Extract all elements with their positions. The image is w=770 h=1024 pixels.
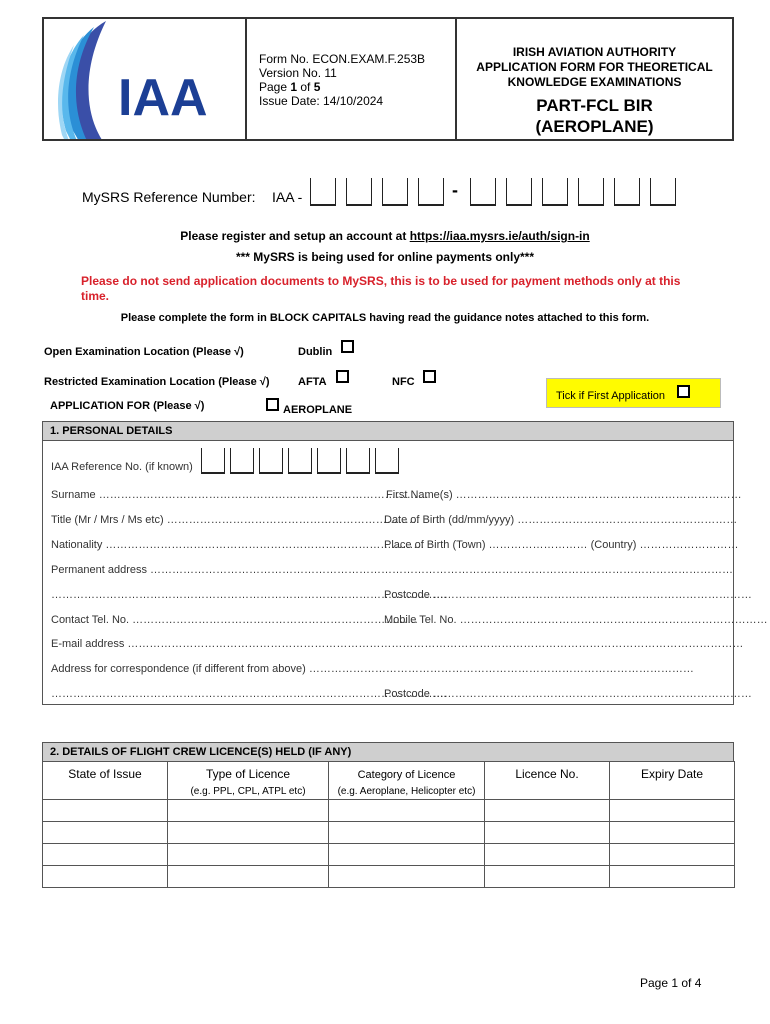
nfc-checkbox[interactable] bbox=[423, 370, 436, 383]
mysrs-digit-box[interactable] bbox=[506, 178, 532, 206]
aeroplane-checkbox[interactable] bbox=[266, 398, 279, 411]
mysrs-prefix: IAA - bbox=[272, 189, 303, 205]
col-state-of-issue-label: State of Issue bbox=[68, 767, 142, 781]
col-state-of-issue bbox=[43, 762, 168, 800]
first-application-checkbox[interactable] bbox=[677, 385, 690, 398]
nfc-label: NFC bbox=[392, 376, 415, 388]
col-category bbox=[329, 762, 485, 800]
table-cell[interactable] bbox=[485, 822, 610, 844]
table-cell[interactable] bbox=[43, 800, 168, 822]
warning-line-2: time. bbox=[81, 289, 110, 303]
afta-checkbox[interactable] bbox=[336, 370, 349, 383]
form-title bbox=[457, 19, 732, 139]
col-type-sublabel: (e.g. PPL, CPL, ATPL etc) bbox=[190, 786, 306, 797]
issue-date: Issue Date: 14/10/2024 bbox=[259, 94, 384, 108]
afta-label: AFTA bbox=[298, 376, 327, 388]
section-1-header: 1. PERSONAL DETAILS bbox=[43, 422, 733, 441]
form-header bbox=[42, 17, 734, 141]
version-number: Version No. 11 bbox=[259, 66, 337, 80]
page-footer: Page 1 of 4 bbox=[640, 976, 702, 990]
col-expiry-label: Expiry Date bbox=[640, 767, 704, 781]
open-location-label: Open Examination Location (Please √) bbox=[44, 346, 244, 358]
page-prefix: Page bbox=[259, 80, 291, 94]
mysrs-dash: - bbox=[452, 180, 458, 200]
table-cell[interactable] bbox=[168, 844, 329, 866]
register-text: Please register and setup an account at bbox=[180, 229, 410, 243]
dublin-checkbox[interactable] bbox=[341, 340, 354, 353]
col-type-label: Type of Licence bbox=[205, 767, 291, 781]
col-category-label: Category of Licence bbox=[357, 769, 456, 781]
iaa-logo bbox=[44, 19, 247, 139]
address-continuation-field[interactable]: ……………………………………………………………………………………………… bbox=[51, 589, 447, 601]
dublin-label: Dublin bbox=[298, 346, 333, 358]
mysrs-digit-box[interactable] bbox=[310, 178, 336, 206]
postcode-field[interactable]: Postcode …………………………………………………………………………… bbox=[384, 589, 752, 601]
block-capitals-notice: Please complete the form in BLOCK CAPITALS having read the guidance notes attached to this form. bbox=[120, 312, 650, 324]
table-cell[interactable] bbox=[168, 800, 329, 822]
form-metadata bbox=[247, 19, 457, 139]
nationality-field[interactable]: Nationality …………………………………………………………………………… bbox=[51, 539, 425, 551]
section-2-header: 2. DETAILS OF FLIGHT CREW LICENCE(S) HELD (IF ANY) bbox=[42, 742, 734, 761]
register-notice bbox=[0, 229, 770, 243]
form-number: Form No. ECON.EXAM.F.253B bbox=[259, 52, 426, 66]
table-cell[interactable] bbox=[485, 866, 610, 888]
table-cell[interactable] bbox=[610, 800, 735, 822]
table-row bbox=[43, 844, 735, 866]
correspondence-address-field[interactable]: Address for correspondence (if different from above) …………………………………………………………………………………………… bbox=[51, 663, 694, 675]
page-current: 1 bbox=[290, 80, 298, 94]
licence-table bbox=[42, 761, 735, 888]
logo-text: IAA bbox=[118, 69, 208, 127]
personal-details-section bbox=[42, 421, 768, 705]
licence-table-header bbox=[43, 762, 735, 800]
first-application-box bbox=[546, 378, 721, 408]
date-of-birth-field[interactable]: Date of Birth (dd/mm/yyyy) …………………………………………………… bbox=[384, 514, 738, 526]
col-licence-no bbox=[485, 762, 610, 800]
mysrs-digit-box[interactable] bbox=[470, 178, 496, 206]
title-line-2: APPLICATION FORM FOR THEORETICAL bbox=[476, 60, 713, 74]
table-cell[interactable] bbox=[610, 822, 735, 844]
restricted-location-label: Restricted Examination Location (Please √) bbox=[44, 376, 270, 388]
mysrs-label: MySRS Reference Number: bbox=[82, 189, 256, 205]
col-category-sublabel: (e.g. Aeroplane, Helicopter etc) bbox=[337, 786, 476, 797]
iaa-logo-graphic bbox=[44, 19, 247, 139]
application-for-label: APPLICATION FOR (Please √) bbox=[50, 400, 205, 412]
email-field[interactable]: E-mail address …………………………………………………………………………………………………………………………………………………… bbox=[51, 638, 744, 650]
mysrs-digit-box[interactable] bbox=[382, 178, 408, 206]
col-expiry-date bbox=[610, 762, 735, 800]
first-names-field[interactable]: First Name(s) …………………………………………………………………… bbox=[386, 489, 742, 501]
mysrs-digit-box[interactable] bbox=[542, 178, 568, 206]
title-line-3: KNOWLEDGE EXAMINATIONS bbox=[507, 75, 682, 89]
table-cell[interactable] bbox=[329, 844, 485, 866]
table-cell[interactable] bbox=[168, 866, 329, 888]
table-cell[interactable] bbox=[329, 800, 485, 822]
first-application-label: Tick if First Application bbox=[556, 390, 666, 402]
title-field[interactable]: Title (Mr / Mrs / Ms etc) …………………………………………………………… bbox=[51, 514, 420, 526]
permanent-address-field[interactable]: Permanent address …………………………………………………………………………………………………………………………………………… bbox=[51, 564, 734, 576]
table-cell[interactable] bbox=[43, 822, 168, 844]
title-main-1: PART-FCL BIR bbox=[536, 96, 653, 115]
table-cell[interactable] bbox=[485, 800, 610, 822]
mysrs-digit-box[interactable] bbox=[650, 178, 676, 206]
table-row bbox=[43, 822, 735, 844]
table-cell[interactable] bbox=[329, 866, 485, 888]
place-of-birth-field[interactable]: Place of Birth (Town) ……………………… (Country) ……………………… bbox=[384, 539, 739, 551]
iaa-ref-digit-box[interactable] bbox=[259, 448, 283, 474]
title-main-2: (AEROPLANE) bbox=[535, 117, 654, 136]
payments-notice: *** MySRS is being used for online payments only*** bbox=[235, 250, 535, 264]
table-cell[interactable] bbox=[485, 844, 610, 866]
table-cell[interactable] bbox=[168, 822, 329, 844]
iaa-ref-digit-box[interactable] bbox=[201, 448, 225, 474]
page-total: 5 bbox=[313, 80, 321, 94]
warning-line-1: Please do not send application documents to MySRS, this is to be used for payment methods only at this bbox=[81, 274, 681, 288]
table-cell[interactable] bbox=[329, 822, 485, 844]
mysrs-digit-box[interactable] bbox=[346, 178, 372, 206]
page-of: of bbox=[297, 80, 314, 94]
table-cell[interactable] bbox=[610, 866, 735, 888]
mysrs-digit-box[interactable] bbox=[578, 178, 604, 206]
iaa-ref-digit-box[interactable] bbox=[317, 448, 341, 474]
mysrs-digit-box[interactable] bbox=[418, 178, 444, 206]
col-type-of-licence bbox=[168, 762, 329, 800]
table-row bbox=[43, 866, 735, 888]
iaa-ref-digit-box[interactable] bbox=[230, 448, 254, 474]
page-indicator bbox=[259, 80, 455, 94]
table-cell[interactable] bbox=[610, 844, 735, 866]
surname-field[interactable]: Surname ……………………………………………………………………………… bbox=[51, 489, 429, 501]
table-cell[interactable] bbox=[43, 866, 168, 888]
iaa-reference-label: IAA Reference No. (if known) bbox=[51, 461, 193, 473]
iaa-ref-digit-box[interactable] bbox=[375, 448, 399, 474]
mysrs-signin-link[interactable]: https://iaa.mysrs.ie/auth/sign-in bbox=[409, 229, 590, 243]
col-licence-no-label: Licence No. bbox=[515, 767, 579, 781]
table-cell[interactable] bbox=[43, 844, 168, 866]
iaa-ref-digit-box[interactable] bbox=[288, 448, 312, 474]
table-row bbox=[43, 800, 735, 822]
correspondence-continuation-field[interactable]: ……………………………………………………………………………………………… bbox=[51, 688, 447, 700]
licence-details-section bbox=[42, 742, 734, 888]
title-line-1: IRISH AVIATION AUTHORITY bbox=[512, 45, 677, 59]
iaa-ref-digit-box[interactable] bbox=[346, 448, 370, 474]
contact-tel-field[interactable]: Contact Tel. No. …………………………………………………………………… bbox=[51, 614, 419, 626]
correspondence-postcode-field[interactable]: Postcode …………………………………………………………………………… bbox=[384, 688, 752, 700]
mysrs-digit-box[interactable] bbox=[614, 178, 640, 206]
mobile-tel-field[interactable]: Mobile Tel. No. ………………………………………………………………………… bbox=[384, 614, 768, 626]
aeroplane-label: AEROPLANE bbox=[283, 404, 353, 416]
